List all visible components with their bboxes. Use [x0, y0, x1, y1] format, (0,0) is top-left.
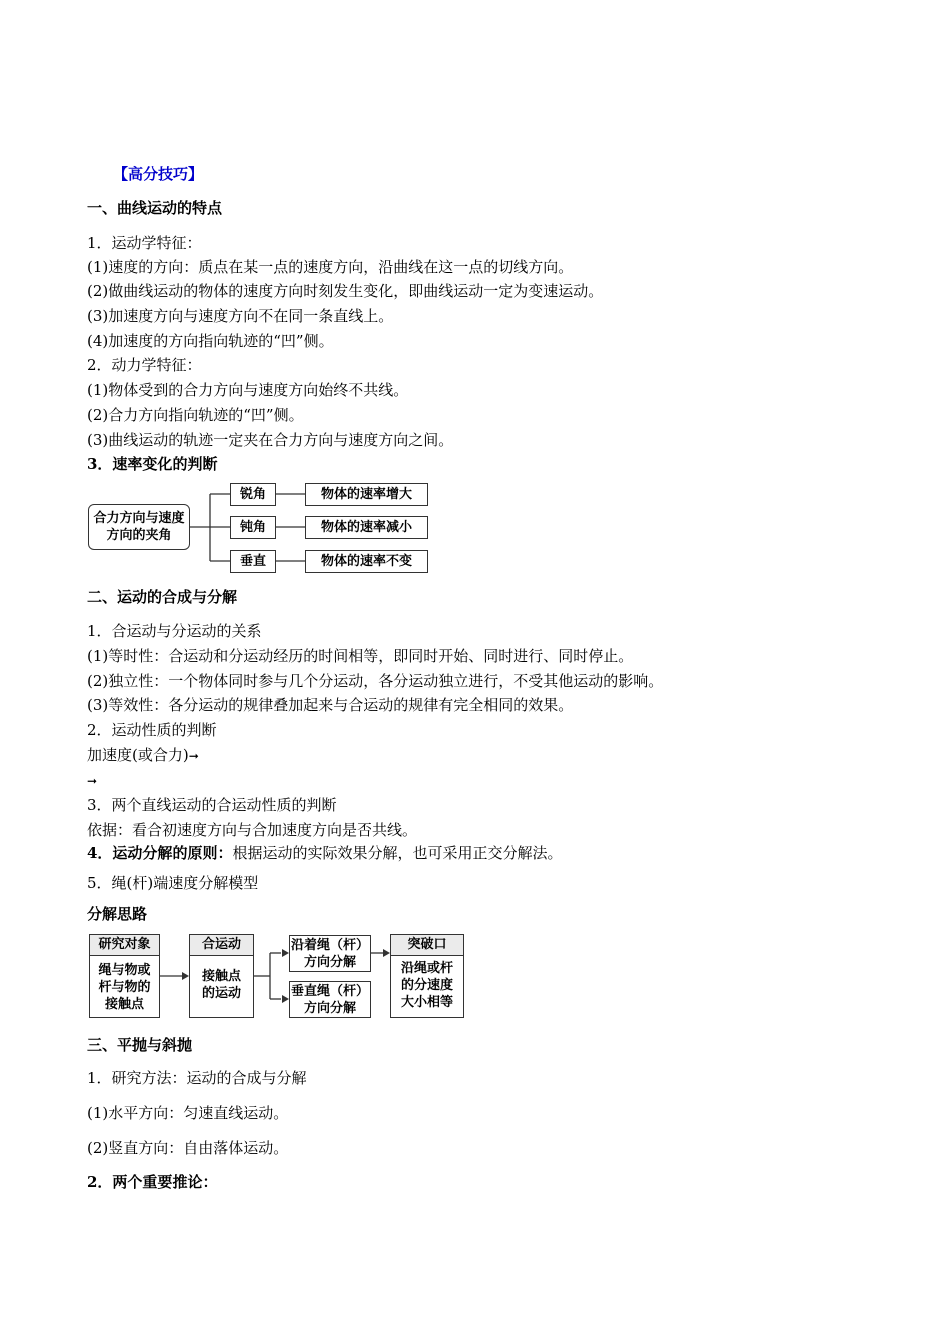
- section-1-title: 一、曲线运动的特点: [87, 199, 223, 217]
- flow-box-object: [89, 934, 160, 1018]
- paragraph: (1)速度的方向：质点在某一点的速度方向，沿曲线在这一点的切线方向。: [87, 258, 574, 276]
- paragraph-text: 根据运动的实际效果分解，也可采用正交分解法。: [232, 844, 563, 862]
- section-tag: 【高分技巧】: [113, 165, 204, 183]
- paragraph: 3．两个直线运动的合运动性质的判断: [87, 796, 337, 814]
- angle-box-right: 垂直: [230, 550, 276, 573]
- paragraph: (2)合力方向指向轨迹的“凹”侧。: [87, 406, 304, 424]
- diagram-root-box: 合力方向与速度方向的夹角: [88, 504, 190, 550]
- paragraph: 分解思路: [87, 905, 148, 923]
- arrow-icon: ➞: [87, 774, 98, 788]
- paragraph: 1．研究方法：运动的合成与分解: [87, 1069, 307, 1087]
- paragraph: (1)水平方向：匀速直线运动。: [87, 1104, 289, 1122]
- arrow-icon: ➞: [188, 749, 199, 763]
- paragraph: 依据：看合初速度方向与合加速度方向是否共线。: [87, 821, 418, 839]
- flow-box-body: 绳与物或杆与物的接触点: [98, 963, 151, 1012]
- flow-box-head: 突破口: [391, 935, 463, 956]
- angle-box-obtuse: 钝角: [230, 516, 276, 539]
- paragraph: (3)曲线运动的轨迹一定夹在合力方向与速度方向之间。: [87, 431, 454, 449]
- flow-box-key: [390, 934, 464, 1018]
- section-2-title: 二、运动的合成与分解: [87, 588, 238, 606]
- result-box-decrease: 物体的速率减小: [305, 516, 428, 539]
- paragraph: (2)做曲线运动的物体的速度方向时刻发生变化，即曲线运动一定为变速运动。: [87, 282, 604, 300]
- flow-box-perpendicular: 垂直绳（杆）方向分解: [289, 981, 371, 1018]
- flow-box-resultant: [189, 934, 254, 1018]
- paragraph: (4)加速度的方向指向轨迹的“凹”侧。: [87, 332, 334, 350]
- paragraph: [87, 843, 562, 863]
- paragraph-text: 加速度(或合力): [87, 746, 189, 764]
- paragraph: (3)等效性：各分运动的规律叠加起来与合运动的规律有完全相同的效果。: [87, 696, 574, 714]
- paragraph: 2．运动性质的判断: [87, 721, 217, 739]
- flow-box-along: 沿着绳（杆）方向分解: [289, 935, 371, 972]
- flow-box-head: 研究对象: [90, 935, 159, 956]
- flow-box-body: 接触点的运动: [201, 969, 241, 1001]
- paragraph: (3)加速度方向与速度方向不在同一条直线上。: [87, 307, 394, 325]
- paragraph: [87, 745, 199, 766]
- section-3-title: 三、平抛与斜抛: [87, 1036, 193, 1054]
- flow-box-head: 合运动: [190, 935, 253, 956]
- paragraph: (1)物体受到的合力方向与速度方向始终不共线。: [87, 381, 409, 399]
- paragraph: 5．绳(杆)端速度分解模型: [87, 874, 259, 892]
- paragraph-label: 4．运动分解的原则：: [87, 844, 233, 862]
- paragraph: 3．速率变化的判断: [87, 455, 218, 473]
- paragraph: 1．合运动与分运动的关系: [87, 622, 262, 640]
- paragraph: (1)等时性：合运动和分运动经历的时间相等，即同时开始、同时进行、同时停止。: [87, 647, 634, 665]
- flow-box-body: 沿绳或杆的分速度大小相等: [400, 961, 453, 1010]
- paragraph: 1．运动学特征：: [87, 234, 202, 252]
- paragraph: (2)独立性：一个物体同时参与几个分运动，各分运动独立进行，不受其他运动的影响。: [87, 672, 664, 690]
- angle-box-acute: 锐角: [230, 483, 276, 506]
- result-box-constant: 物体的速率不变: [305, 550, 428, 573]
- paragraph: 2．两个重要推论：: [87, 1173, 218, 1191]
- result-box-increase: 物体的速率增大: [305, 483, 428, 506]
- paragraph: 2．动力学特征：: [87, 356, 202, 374]
- paragraph: (2)竖直方向：自由落体运动。: [87, 1139, 289, 1157]
